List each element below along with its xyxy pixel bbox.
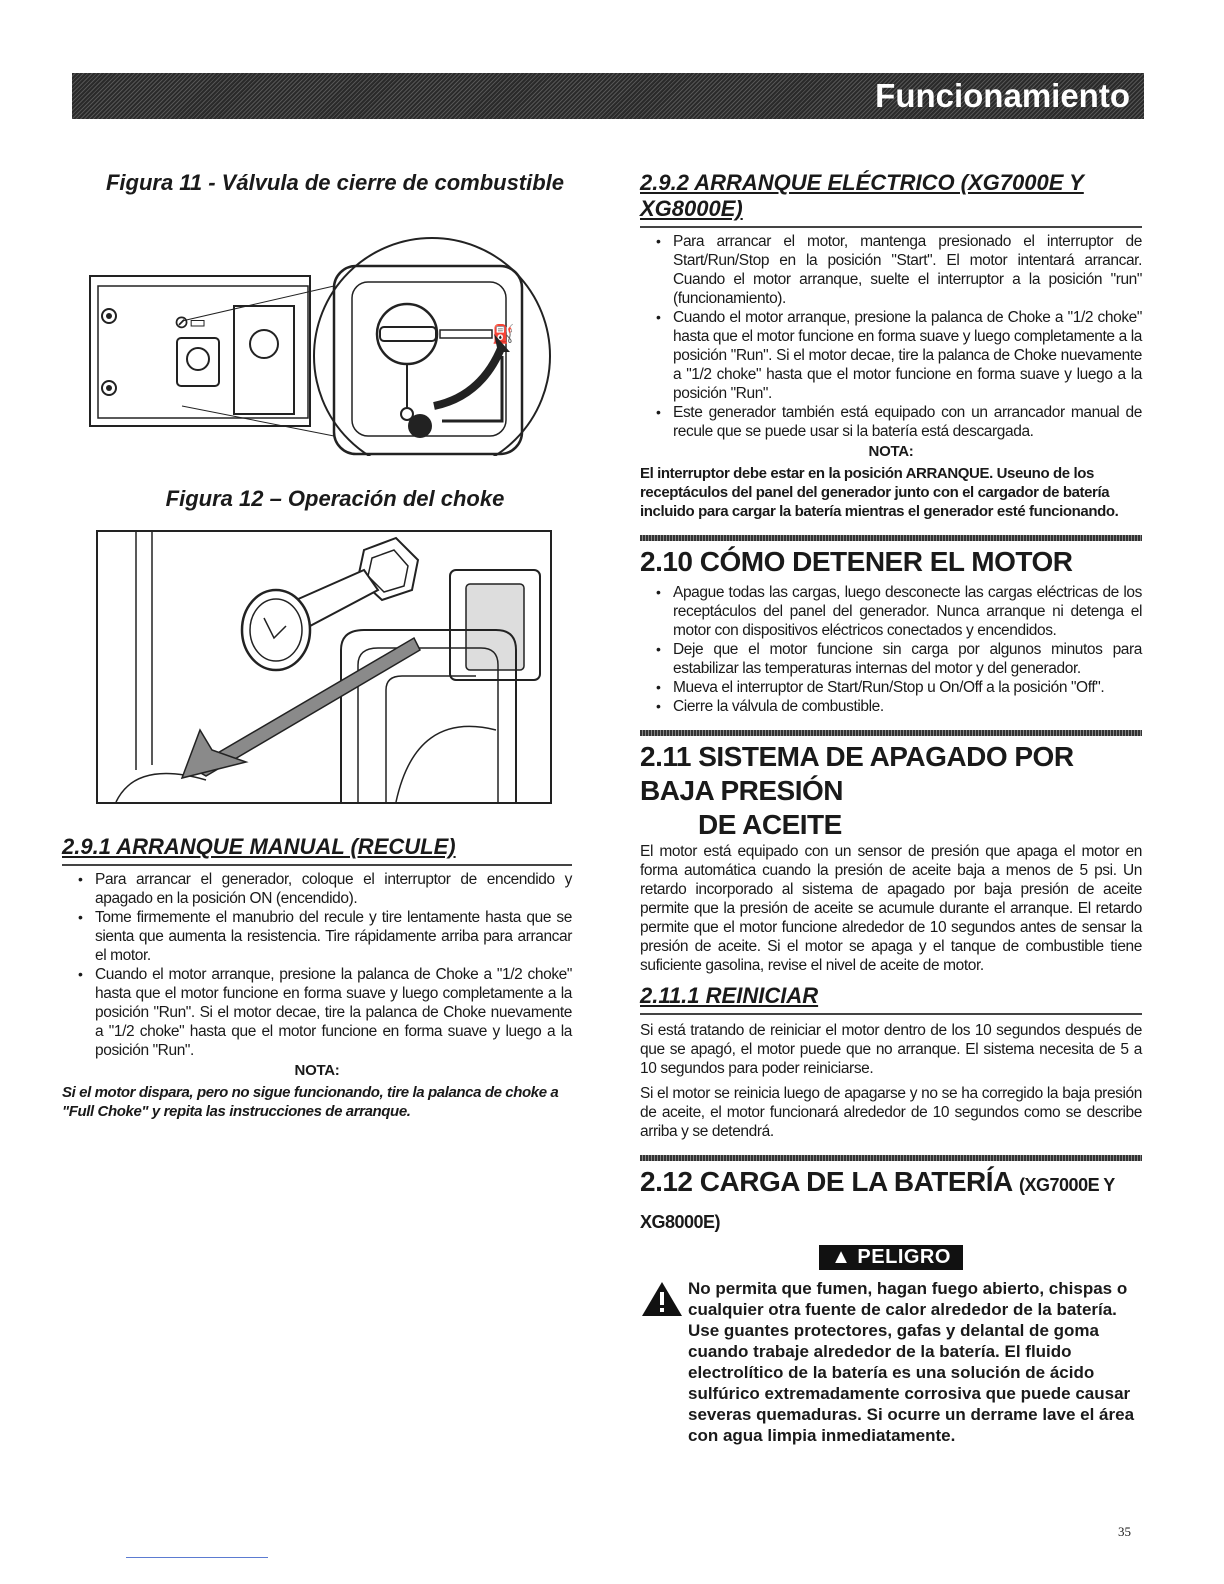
danger-warning-text: No permita que fumen, hagan fuego abierto, chispas o cualquier otra fuente de calor alrededor de la batería. Use guantes protectores, gafas y delantal de goma cuando trabaje alrededor de la batería. El fluido electrolítico de la batería es una solución de ácido sulfúrico extremadamente corrosiva que puede causar severas quemaduras. Si ocurre un derrame lave el área con agua limpia inmediatamente. (688, 1279, 1135, 1445)
section-2-12 (640, 1155, 1142, 1446)
list-item: • Cierre la válvula de combustible. (656, 697, 1142, 716)
section-2-9-1-heading: 2.9.1 ARRANQUE MANUAL (RECULE) (62, 834, 572, 866)
fuel-valve-illustration (62, 206, 572, 456)
section-divider (640, 730, 1142, 736)
figure-11-fuel-valve (62, 206, 572, 456)
section-2-10 (640, 535, 1142, 716)
svg-text:⛽: ⛽ (492, 324, 515, 345)
section-2-12-heading (640, 1165, 1142, 1239)
danger-warning (640, 1278, 1142, 1446)
section-2-12-heading-models: (XG7000E Y XG8000E) (640, 1175, 1115, 1232)
section-2-10-list (640, 583, 1142, 716)
list-item: • Apague todas las cargas, luego desconecte las cargas eléctricas de los receptáculos del panel del generador. Nunca arranque ni detenga el motor con dispositivos eléctricos conectados y encendidos. (656, 583, 1142, 640)
note-label: NOTA: (868, 443, 914, 460)
figure-12-choke-operation (96, 530, 552, 804)
left-column (62, 170, 572, 1121)
section-2-11-heading-line1: 2.11 SISTEMA DE APAGADO POR BAJA PRESIÓN (640, 741, 1074, 806)
section-2-12-heading-main: 2.12 CARGA DE LA BATERÍA (640, 1166, 1012, 1197)
section-divider (640, 535, 1142, 541)
list-item: • Cuando el motor arranque, presione la palanca de Choke a "1/2 choke" hasta que el motor funcione en forma suave y luego completamente a la posición "Run". Si el motor decae, tire la palanca de Choke nuevamente a "1/2 choke" hasta que el motor funcione en forma suave y luego a la posición "Run". (78, 965, 572, 1060)
list-item: • Cuando el motor arranque, presione la palanca de Choke a "1/2 choke" hasta que el motor funcione en forma suave y luego completamente a la posición "Run". Si el motor decae, tire la palanca de Choke nuevamente a "1/2 choke" hasta que el motor funcione en forma suave y luego a la posición "Run". (656, 308, 1142, 403)
list-item: • Para arrancar el generador, coloque el interruptor de encendido y apagado en la posición ON (encendido). (78, 870, 572, 908)
section-2-11-heading (640, 740, 1142, 842)
danger-badge (819, 1245, 963, 1270)
danger-banner (640, 1245, 1142, 1270)
figure-11-caption: Figura 11 - Válvula de cierre de combustible (105, 170, 565, 195)
section-2-9-2-list (640, 232, 1142, 441)
section-2-9-2-heading: 2.9.2 ARRANQUE ELÉCTRICO (XG7000E Y XG8000E) (640, 170, 1142, 228)
list-item: • Para arrancar el motor, mantenga presionado el interruptor de Start/Run/Stop en la posición "Start". El motor intentará arrancar. Cuando el motor arranque, suelte el interruptor a la posición "run" (funcionamiento). (656, 232, 1142, 308)
section-divider (640, 1155, 1142, 1161)
note-label: NOTA: (294, 1062, 340, 1079)
list-item: • Este generador también está equipado con un arrancador manual de recule que se puede usar si la batería está descargada. (656, 403, 1142, 441)
figure-12-caption: Figura 12 – Operación del choke (165, 486, 505, 511)
page-number: 35 (1118, 1524, 1131, 1539)
section-2-9-1 (62, 834, 572, 1121)
section-2-9-1-list (62, 870, 572, 1060)
list-item: • Mueva el interruptor de Start/Run/Stop u On/Off a la posición "Off". (656, 678, 1142, 697)
note-text: El interruptor debe estar en la posición ARRANQUE. Useuno de los receptáculos del panel del generador junto con el cargador de batería incluido para cargar la batería mientras el generador esté funcionando. (640, 465, 1119, 520)
note-text: Si el motor dispara, pero no sigue funcionando, tire la palanca de choke a "Full Choke" y repita las instrucciones de arranque. (62, 1084, 559, 1120)
section-2-10-heading: 2.10 CÓMO DETENER EL MOTOR (640, 546, 1073, 577)
section-2-11-1-paragraph-1: Si está tratando de reiniciar el motor dentro de los 10 segundos después de que se apagó, el motor puede que no arranque. El sistema necesita de 5 a 10 segundos para poder reiniciarse. (640, 1022, 1142, 1077)
section-banner (72, 73, 1144, 119)
warning-triangle-icon: ▲ (831, 1246, 852, 1268)
section-banner-title: Funcionamiento (875, 77, 1130, 114)
section-2-11-1-heading: 2.11.1 REINICIAR (640, 983, 1142, 1015)
section-2-11-1-paragraph-2: Si el motor se reinicia luego de apagarse y no se ha corregido la baja presión de aceite, el motor funcionará alrededor de 10 segundos como se describe arriba y se detendrá. (640, 1085, 1142, 1140)
section-2-11-1 (640, 983, 1142, 1141)
right-column (640, 170, 1142, 1446)
section-2-11-paragraph: El motor está equipado con un sensor de presión que apaga el motor en forma automática cuando la presión de aceite baja a menos de 5 psi. Un retardo incorporado al sistema de apagado por baja presión de aceite permite que la presión de aceite se acumule durante el arranque. El retardo permite que el motor funcione alrededor de 10 segundos antes de sensar la presión de aceite. Si el motor se apaga y el tanque de combustible tiene suficiente gasolina, revise el nivel de aceite de motor. (640, 843, 1142, 974)
list-item: • Deje que el motor funcione sin carga por algunos minutos para estabilizar las temperaturas internas del motor y del generador. (656, 640, 1142, 678)
list-item: • Tome firmemente el manubrio del recule y tire lentamente hasta que se sienta que aumenta la resistencia. Tire rápidamente arriba para arrancar el motor. (78, 908, 572, 965)
choke-illustration (96, 530, 552, 804)
warning-triangle-icon (640, 1280, 684, 1318)
danger-label: PELIGRO (857, 1246, 951, 1268)
svg-text:⊘▭: ⊘▭ (174, 312, 207, 333)
section-2-11-heading-line2: DE ACEITE (698, 809, 842, 840)
footer-link-line (126, 1557, 268, 1558)
section-2-9-2 (640, 170, 1142, 521)
section-2-11 (640, 730, 1142, 975)
